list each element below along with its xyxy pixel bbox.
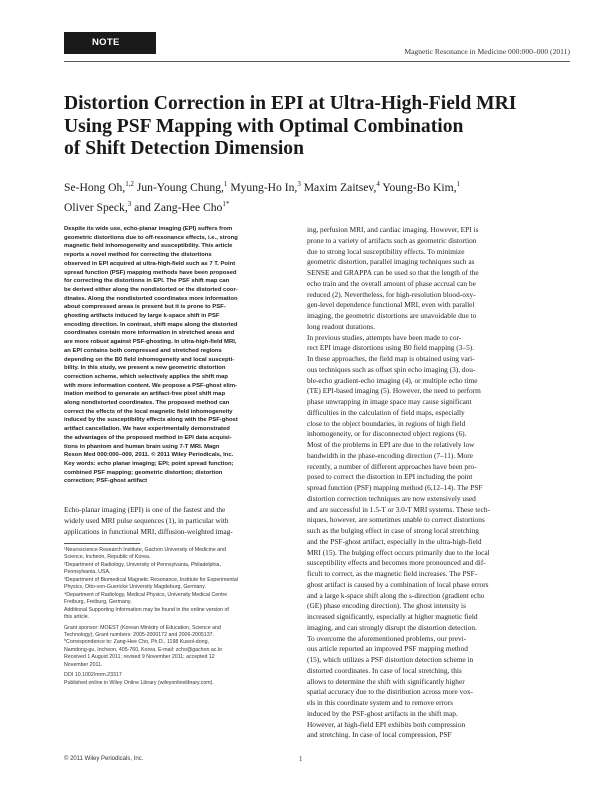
- footnotes: [64, 547, 286, 687]
- abstract-line: spread function (PSF) mapping methods have been proposed: [64, 269, 237, 276]
- author-name: Se-Hong Oh,: [64, 180, 126, 194]
- body-text-line: and stretching. In case of local compression, PSF: [307, 730, 452, 740]
- body-text-line: spread function (PSF) mapping method (6,12–14). The PSF: [307, 483, 483, 492]
- body-text-line: distorted coordinates. In case of local stretching, this: [307, 665, 462, 675]
- footnote-line: ²Department of Radiology, University of Pennsylvania, Philadelphia,: [64, 561, 221, 568]
- abstract-line: encoding direction. In contrast, shift maps along the distorted: [64, 321, 238, 328]
- body-text-line: niques, however, are sometimes unable to correct distortions: [307, 515, 485, 525]
- body-text-line: reduced (2). Nevertheless, for high-resolution blood-oxy-: [307, 289, 476, 299]
- body-text-line: phase unwrapping in image space may cause significant: [307, 397, 472, 406]
- body-text-line: and are successful in 1.5-T or 3.0-T MRI systems. These tech-: [307, 504, 490, 514]
- abstract-line: are more robust against PSF-ghosting. In ultra-high-field MRI,: [64, 339, 237, 346]
- footnote-line: November 2011.: [64, 661, 103, 668]
- body-text-line: ble-echo gradient-echo imaging (4), or multiple echo time: [307, 375, 478, 385]
- abstract-line: about compressed areas is present but it is prone to PSF-: [64, 304, 226, 311]
- intro-line: Echo-planar imaging (EPI) is one of the fastest and the: [64, 505, 226, 514]
- footnote-line: this article.: [64, 614, 90, 621]
- body-text-line: such as the bulging effect in case of strong local stretching: [307, 526, 479, 535]
- header-divider: [64, 61, 570, 62]
- title-line: of Shift Detection Dimension: [64, 138, 305, 159]
- body-text-line: However, at high-field EPI exhibits both compression: [307, 719, 466, 729]
- author-list: [64, 176, 570, 217]
- footnote-line: Received 1 August 2011; revised 9 November 2011; accepted 12: [64, 654, 215, 661]
- abstract-line: reports a novel method for correcting the distortions: [64, 252, 212, 259]
- body-text-line: difficulties in the calculation of field maps, especially: [307, 407, 465, 417]
- body-text-line: distortion correction techniques are now extensively used: [307, 493, 476, 503]
- body-text-line: ghost artifact is caused by a combination of local phase errors: [307, 579, 489, 589]
- body-text-line: gen-level dependence functional MRI, even with parallel: [307, 300, 475, 310]
- abstract-line: bility. In this study, we present a new geometric distortion: [64, 365, 226, 372]
- abstract-line: correction scheme, which selectively applies the shift map: [64, 373, 229, 380]
- body-text-line: imaging, the geometric distortions are unavoidable due to: [307, 311, 477, 320]
- abstract-line: for correcting the distortions in EPI. The PSF shift map can: [64, 278, 230, 285]
- abstract-line: along nondistorted coordinates. The proposed method can: [64, 400, 230, 407]
- right-column-text: [307, 225, 570, 741]
- abstract-line: dinates. Along the nondistorted coordinates more information: [64, 295, 238, 302]
- footnote-line: ¹Neuroscience Research Institute, Gachon University of Medicine and: [64, 547, 226, 553]
- abstract-line: magnetic field inhomogeneity and susceptibility. This article: [64, 243, 233, 250]
- body-text-line: induced by the PSF-ghost artifacts in the shift map.: [307, 708, 458, 718]
- body-text-line: inhomogeneity, or for disconnected object regions (6).: [307, 429, 467, 439]
- footnote-divider: [64, 543, 140, 544]
- abstract-line: Reson Med 000:000–000, 2011. © 2011 Wiley Periodicals, Inc.: [64, 452, 234, 459]
- body-text-line: and the PSF-ghost artifact, especially in the ultra-high-field: [307, 536, 482, 546]
- title-line: Distortion Correction in EPI at Ultra-High-Field MRI: [64, 93, 517, 114]
- body-text-line: susceptibility effects and becomes more pronounced and dif-: [307, 558, 486, 568]
- body-text-line: prone to a variety of artifacts such as geometric distortion: [307, 235, 477, 245]
- body-text-line: ing, perfusion MRI, and cardiac imaging. However, EPI is: [307, 225, 479, 234]
- footnote-line: Grant sponsor: MOEST (Korean Ministry of Education, Science and: [64, 624, 221, 631]
- abstract-line: geometric distortions due to off-resonance effects, i.e., strong: [64, 234, 238, 241]
- abstract-line: Despite its wide use, echo-planar imaging (EPI) suffers from: [64, 226, 233, 232]
- affiliation-marker: 1,2: [125, 180, 134, 188]
- footnote-line: Technology); Grant numbers: 2005-2000172 and 2006-2005137.: [64, 631, 215, 638]
- affiliation-marker: 1: [223, 180, 228, 188]
- body-text-line: (GE) phase encoding direction). The ghost intensity is: [307, 601, 466, 611]
- body-text-line: geometric distortion, parallel imaging techniques such as: [307, 257, 475, 267]
- footnote-line: Namdong-gu, Incheon, 405-760, Korea. E-mail: zcho@gachon.ac.kr: [64, 646, 223, 653]
- body-text-line: In these approaches, the field map is obtained using vari-: [307, 354, 475, 363]
- affiliation-marker: 1: [456, 180, 461, 188]
- page-number: 1: [299, 756, 303, 763]
- abstract-line: tions in phantom and human brain using 7-T MRI. Magn: [64, 443, 220, 450]
- affiliation-marker: 4: [376, 180, 380, 188]
- left-column: [64, 225, 284, 486]
- footnote-line: DOI 10.1002/mrm.23317: [64, 672, 122, 679]
- body-text-line: MRI (15). The bulging effect occurs primarily due to the local: [307, 547, 490, 557]
- abstract-line: ghosting artifacts induced by large k-space shift in PSF: [64, 313, 220, 320]
- author-name: Myung-Ho In,: [227, 180, 298, 194]
- keywords: [64, 460, 284, 486]
- affiliation-marker: 1*: [222, 200, 230, 209]
- body-text-line: els in this coordinate system and to remove errors: [307, 698, 454, 707]
- abstract-line: with more information content. We propose a PSF-ghost elim-: [64, 382, 238, 389]
- author-line-2: [64, 196, 570, 216]
- abstract-line: depending on the B0 field inhomogeneity and local suscepti-: [64, 356, 235, 363]
- abstract-line: correct the effects of the local magnetic field inhomogeneity: [64, 408, 233, 415]
- body-text-line: long readout durations.: [307, 321, 375, 331]
- author-name: and Zang-Hee Cho: [131, 201, 223, 215]
- footnote-line: Additional Supporting Information may be found in the online version of: [64, 606, 229, 613]
- keywords-line: combined PSF mapping; geometric distortion; distortion: [64, 469, 223, 476]
- body-text-line: ous techniques such as offset spin echo imaging (3), dou-: [307, 364, 476, 374]
- body-text-line: SENSE and GRAPPA can be used so that the length of the: [307, 268, 479, 277]
- footnote-line: ³Department of Biomedical Magnetic Resonance, Institute for Experimental: [64, 576, 238, 583]
- body-text-line: ous article reported an improved PSF mapping method: [307, 644, 468, 654]
- journal-citation: Magnetic Resonance in Medicine 000:000–000 (2011): [404, 47, 570, 56]
- body-text-line: Most of the problems in EPI are due to the relatively low: [307, 440, 475, 449]
- abstract-line: be derived either along the nondistorted or the distorted coor-: [64, 286, 238, 293]
- body-text-line: spatial accuracy due to the distribution across more vox-: [307, 687, 473, 697]
- abstract-line: induced by the susceptibility effects along with the PSF-ghost: [64, 417, 238, 424]
- footnote-line: Physics, Otto-von-Guericke University Magdeburg, Germany.: [64, 584, 206, 591]
- body-text-line: In previous studies, attempts have been made to cor-: [307, 332, 462, 342]
- intro-line: applications in functional MRI, diffusion-weighted imag-: [64, 526, 233, 536]
- note-label: NOTE: [64, 32, 156, 54]
- author-name: Oliver Speck,: [64, 201, 128, 215]
- body-text-line: bandwidth in the phase-encoding direction (7–11). More: [307, 450, 473, 460]
- body-text-line: due to strong local susceptibility effects. To minimize: [307, 246, 465, 256]
- body-text-line: echo train and the overall amount of phase accrual can be: [307, 278, 476, 288]
- keywords-line: Key words: echo planar imaging; EPI; point spread function;: [64, 460, 234, 467]
- abstract-line: coordinates contain more information in stretched areas and: [64, 330, 235, 337]
- abstract-line: ination method to generate an artifact-free pixel shift map: [64, 391, 226, 398]
- author-name: Maxim Zaitsev,: [300, 180, 377, 194]
- affiliation-marker: 3: [127, 200, 132, 209]
- body-text-line: (TE) EPI-based imaging (5). However, the need to perform: [307, 386, 481, 396]
- author-line-1: [64, 176, 570, 196]
- body-text-line: posed to correct the distortion in EPI including the point: [307, 472, 473, 482]
- abstract-line: artifact cancellation. We have experimentally demonstrated: [64, 426, 230, 433]
- footnote-line: Science, Incheon, Republic of Korea.: [64, 554, 151, 561]
- footnote-line: *Correspondence to: Zang-Hee Cho, Ph.D., 1198 Kuwol-dong,: [64, 639, 209, 646]
- body-text-line: rect EPI image distortions using B0 field mapping (3–5).: [307, 343, 475, 353]
- body-text-line: close to the object boundaries, in regions of high field: [307, 418, 466, 428]
- abstract-line: an EPI contains both compressed and stretched regions: [64, 347, 222, 354]
- body-text-line: allows to determine the shift with significantly higher: [307, 676, 465, 686]
- affiliation-marker: 3: [297, 180, 301, 188]
- copyright-notice: © 2011 Wiley Periodicals, Inc.: [64, 756, 144, 762]
- author-name: Young-Bo Kim,: [379, 180, 457, 194]
- keywords-line: correction; PSF-ghost artifact: [64, 478, 148, 485]
- author-name: Jun-Young Chung,: [133, 180, 224, 194]
- title-line: Using PSF Mapping with Optimal Combination: [64, 115, 464, 137]
- body-text-line: (15), which utilizes a PSF distortion detection scheme in: [307, 655, 474, 664]
- body-text-line: and a large k-space shift along the s-direction (gradient echo: [307, 590, 485, 600]
- abstract-line: observed in EPI acquired at ultra-high-field such as 7 T. Point: [64, 260, 236, 267]
- body-text-line: imaging, and can strongly disrupt the distortion detection.: [307, 622, 477, 632]
- introduction-text: [64, 505, 284, 537]
- abstract-line: the advantages of the proposed method in EPI data acquisi-: [64, 434, 232, 441]
- body-text-line: ficult to correct, as the magnetic field increases. The PSF-: [307, 569, 478, 578]
- body-text-line: recently, a number of different approaches have been pro-: [307, 461, 477, 471]
- article-title: [64, 93, 570, 161]
- abstract: [64, 225, 284, 460]
- footnote-line: Freiburg, Freiburg, Germany.: [64, 599, 132, 606]
- footnote-line: Published online in Wiley Online Library (wileyonlinelibrary.com).: [64, 679, 214, 686]
- footnote-line: Pennsylvania, USA.: [64, 569, 111, 576]
- intro-line: widely used MRI pulse sequences (1), in particular with: [64, 515, 229, 525]
- body-text-line: increased significantly, especially at higher magnetic field: [307, 612, 478, 621]
- body-text-line: To overcome the aforementioned problems, our previ-: [307, 633, 467, 643]
- footnote-line: ⁴Department of Radiology, Medical Physics, University Medical Centre: [64, 591, 228, 598]
